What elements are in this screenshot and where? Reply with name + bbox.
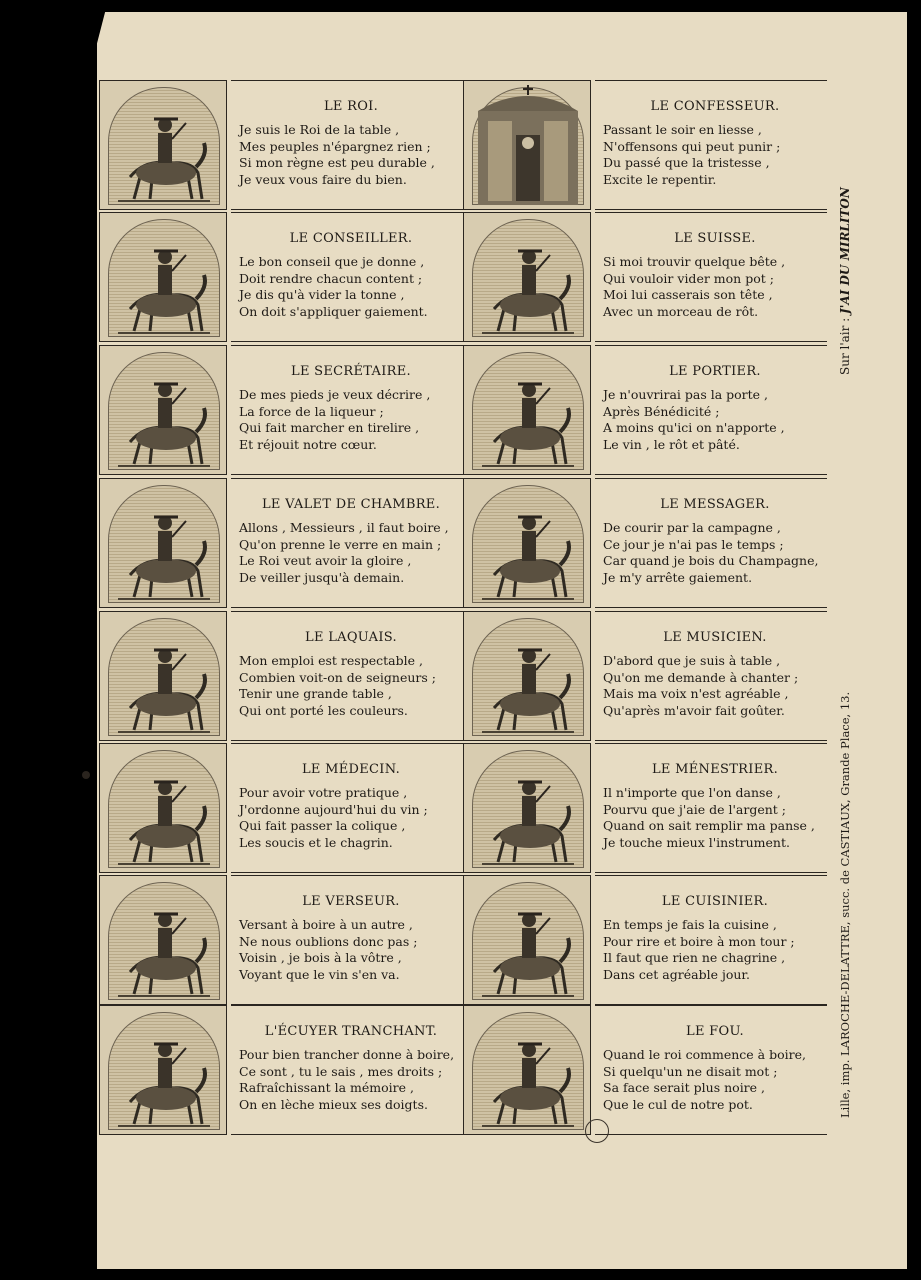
verse-title: LE MUSICIEN.: [663, 630, 767, 645]
rider-engraving: [99, 875, 227, 1005]
engraving-figure: [464, 1006, 591, 1135]
verse-line: Il n'importe que l'on danse ,: [603, 785, 781, 800]
verse-panel: [99, 1005, 464, 1135]
verse-line: Passant le soir en liesse ,: [603, 122, 762, 137]
printer-imprint: Lille, imp. LAROCHE-DELATTRE, succ. de CASTIAUX, Grande Place, 13.: [838, 691, 852, 1118]
verse-line: Je n'ouvrirai pas la porte ,: [603, 387, 769, 402]
engraving-figure: [464, 346, 591, 475]
verse-title: LE LAQUAIS.: [305, 630, 397, 645]
verse-line: La force de la liqueur ;: [239, 403, 384, 419]
verse-line: Le Roi veut avoir la gloire ,: [239, 553, 412, 568]
verse-text: [231, 80, 463, 210]
verse-title: LE ROI.: [323, 99, 379, 114]
verse-panel: [463, 80, 828, 210]
verse-line: Je touche mieux l'instrument.: [603, 834, 790, 850]
verse-line: Je veux vous faire du bien.: [239, 171, 407, 187]
verse-line: Si moi trouvir quelque bête ,: [603, 254, 786, 269]
verse-line: Qui ont porté les couleurs.: [239, 702, 408, 718]
verse-line: De veiller jusqu'à demain.: [239, 569, 405, 585]
verse-text: [595, 80, 827, 210]
verse-text: [231, 611, 463, 741]
engraving-figure: [464, 876, 591, 1005]
verse-line: De mes pieds je veux décrire ,: [239, 387, 431, 402]
engraving-figure: [464, 81, 591, 210]
verse-title: LE MESSAGER.: [660, 497, 770, 512]
verse-line: Qui vouloir vider mon pot ;: [603, 270, 774, 286]
verse-line: Mes peuples n'épargnez rien ;: [239, 138, 431, 154]
rider-engraving: [99, 1005, 227, 1135]
verse-line: Sa face serait plus noire ,: [603, 1080, 766, 1095]
verse-title: LE SUISSE.: [674, 231, 756, 246]
verse-text: [595, 611, 827, 741]
verse-line: De courir par la campagne ,: [603, 520, 781, 535]
verse-line: Ce jour je n'ai pas le temps ;: [603, 536, 784, 552]
verse-line: Versant à boire à un autre ,: [239, 917, 413, 932]
verse-line: Qu'on prenne le verre en main ;: [239, 536, 442, 552]
verse-text: [231, 212, 463, 342]
verse-line: Quand on sait remplir ma panse ,: [603, 818, 815, 833]
verse-line: Rafraîchissant la mémoire ,: [239, 1080, 414, 1095]
verse-line: Mon emploi est respectable ,: [239, 653, 423, 668]
verse-panel: [99, 611, 464, 741]
verse-line: Excite le repentir.: [603, 171, 717, 187]
verse-line: N'offensons qui peut punir ;: [603, 138, 781, 154]
verse-title: LE VERSEUR.: [302, 894, 400, 909]
rider-engraving: [99, 212, 227, 342]
engraving-figure: [464, 612, 591, 741]
verse-line: Tenir une grande table ,: [239, 686, 392, 701]
verse-line: Pour bien trancher donne à boire,: [239, 1047, 455, 1062]
verse-line: Et réjouit notre cœur.: [239, 436, 377, 452]
verse-panel: [99, 875, 464, 1005]
verse-text: [595, 875, 827, 1005]
verse-line: Ce sont , tu le sais , mes droits ;: [239, 1063, 443, 1079]
verse-title: LE SECRÉTAIRE.: [291, 364, 411, 379]
verse-line: Combien voit-on de seigneurs ;: [239, 669, 437, 685]
verse-text: [231, 345, 463, 475]
verse-line: On doit s'appliquer gaiement.: [239, 303, 428, 319]
verse-panel: [463, 345, 828, 475]
verse-line: Il faut que rien ne chagrine ,: [603, 950, 786, 965]
verse-line: A moins qu'ici on n'apporte ,: [603, 420, 785, 435]
rider-engraving: [99, 743, 227, 873]
verse-line: Si quelqu'un ne disait mot ;: [603, 1063, 778, 1079]
rider-engraving: [99, 345, 227, 475]
verse-panel: [99, 80, 464, 210]
engraving-figure: [464, 744, 591, 873]
verse-text: [231, 478, 463, 608]
verse-panel: [99, 212, 464, 342]
rider-engraving: [463, 875, 591, 1005]
verse-line: Si mon règne est peu durable ,: [239, 155, 435, 170]
rider-engraving: [463, 212, 591, 342]
verse-panel: [463, 478, 828, 608]
rider-engraving: [99, 478, 227, 608]
verse-line: Le vin , le rôt et pâté.: [603, 436, 740, 452]
verse-line: Voyant que le vin s'en va.: [239, 966, 400, 982]
verse-line: Dans cet agréable jour.: [603, 966, 750, 982]
rider-engraving: [463, 345, 591, 475]
confessional-engraving: [463, 80, 591, 210]
verse-line: Car quand je bois du Champagne,: [603, 553, 819, 568]
library-stamp: [585, 1119, 609, 1143]
engraving-figure: [100, 346, 227, 475]
engraving-figure: [100, 479, 227, 608]
verse-panel: [99, 345, 464, 475]
verse-panel: [99, 743, 464, 873]
verse-title: LE VALET DE CHAMBRE.: [261, 497, 441, 512]
verse-panel: [463, 212, 828, 342]
verse-line: Ne nous oublions donc pas ;: [239, 933, 418, 949]
verse-line: Pourvu que j'aie de l'argent ;: [603, 801, 786, 817]
verse-line: Doit rendre chacun content ;: [239, 270, 423, 286]
engraving-figure: [464, 479, 591, 608]
king-engraving: [99, 80, 227, 210]
verse-line: Voisin , je bois à la vôtre ,: [239, 950, 402, 965]
rider-engraving: [463, 743, 591, 873]
verse-text: [595, 743, 827, 873]
rider-engraving: [463, 478, 591, 608]
verse-line: Pour rire et boire à mon tour ;: [603, 933, 795, 949]
verse-title: LE FOU.: [686, 1024, 744, 1039]
verse-line: Qu'on me demande à chanter ;: [603, 669, 799, 685]
verse-line: Je dis qu'à vider la tonne ,: [239, 287, 405, 302]
verse-line: Le bon conseil que je donne ,: [239, 254, 425, 269]
engraving-figure: [100, 876, 227, 1005]
verse-text: [231, 1005, 463, 1135]
rider-engraving: [463, 611, 591, 741]
verse-line: Qui fait passer la colique ,: [239, 818, 406, 833]
tune-title: J'AI DU MIRLITON: [838, 187, 852, 314]
verse-line: Qui fait marcher en tirelire ,: [239, 420, 420, 435]
verse-title: LE CONSEILLER.: [289, 231, 413, 246]
verse-line: Avec un morceau de rôt.: [603, 303, 759, 319]
verse-text: [231, 743, 463, 873]
verse-line: Après Bénédicité ;: [603, 403, 720, 419]
rider-engraving: [99, 611, 227, 741]
ink-spot: [82, 771, 90, 779]
verse-title: LE MÉDECIN.: [301, 762, 401, 777]
verse-line: Moi lui casserais son tête ,: [603, 287, 773, 302]
engraving-figure: [100, 612, 227, 741]
verse-line: Quand le roi commence à boire,: [603, 1047, 806, 1062]
verse-text: [231, 875, 463, 1005]
verse-line: Mais ma voix n'est agréable ,: [603, 686, 789, 701]
verse-line: En temps je fais la cuisine ,: [603, 917, 777, 932]
side-margin: [838, 0, 858, 1280]
verse-text: [595, 345, 827, 475]
verse-line: On en lèche mieux ses doigts.: [239, 1096, 428, 1112]
verse-line: Je suis le Roi de la table ,: [239, 122, 400, 137]
verse-line: Qu'après m'avoir fait goûter.: [603, 702, 785, 718]
verse-line: Pour avoir votre pratique ,: [239, 785, 408, 800]
verse-title: LE CUISINIER.: [661, 894, 769, 909]
tune-line: [838, 187, 852, 375]
verse-panel: [463, 743, 828, 873]
verse-panel: [463, 611, 828, 741]
verse-line: Allons , Messieurs , il faut boire ,: [239, 520, 449, 535]
verse-line: Les soucis et le chagrin.: [239, 834, 393, 850]
verse-text: [595, 212, 827, 342]
verse-title: L'ÉCUYER TRANCHANT.: [264, 1024, 438, 1039]
verse-line: J'ordonne aujourd'hui du vin ;: [239, 801, 428, 817]
tune-label: Sur l'air :: [838, 317, 852, 375]
verse-line: D'abord que je suis à table ,: [603, 653, 781, 668]
verse-text: [595, 1005, 827, 1135]
verse-panel: [463, 1005, 828, 1135]
engraving-figure: [100, 1006, 227, 1135]
engraving-figure: [100, 213, 227, 342]
rider-engraving: [463, 1005, 591, 1135]
verse-title: LE MÉNESTRIER.: [651, 762, 779, 777]
engraving-figure: [464, 213, 591, 342]
verse-text: [595, 478, 827, 608]
verse-line: Que le cul de notre pot.: [603, 1096, 753, 1112]
engraving-figure: [100, 81, 227, 210]
engraving-figure: [100, 744, 227, 873]
verse-title: LE PORTIER.: [669, 364, 761, 379]
verse-line: Du passé que la tristesse ,: [603, 155, 770, 170]
verse-panel: [463, 875, 828, 1005]
verse-line: Je m'y arrête gaiement.: [603, 569, 753, 585]
verse-title: LE CONFESSEUR.: [650, 99, 780, 114]
verse-panel: [99, 478, 464, 608]
